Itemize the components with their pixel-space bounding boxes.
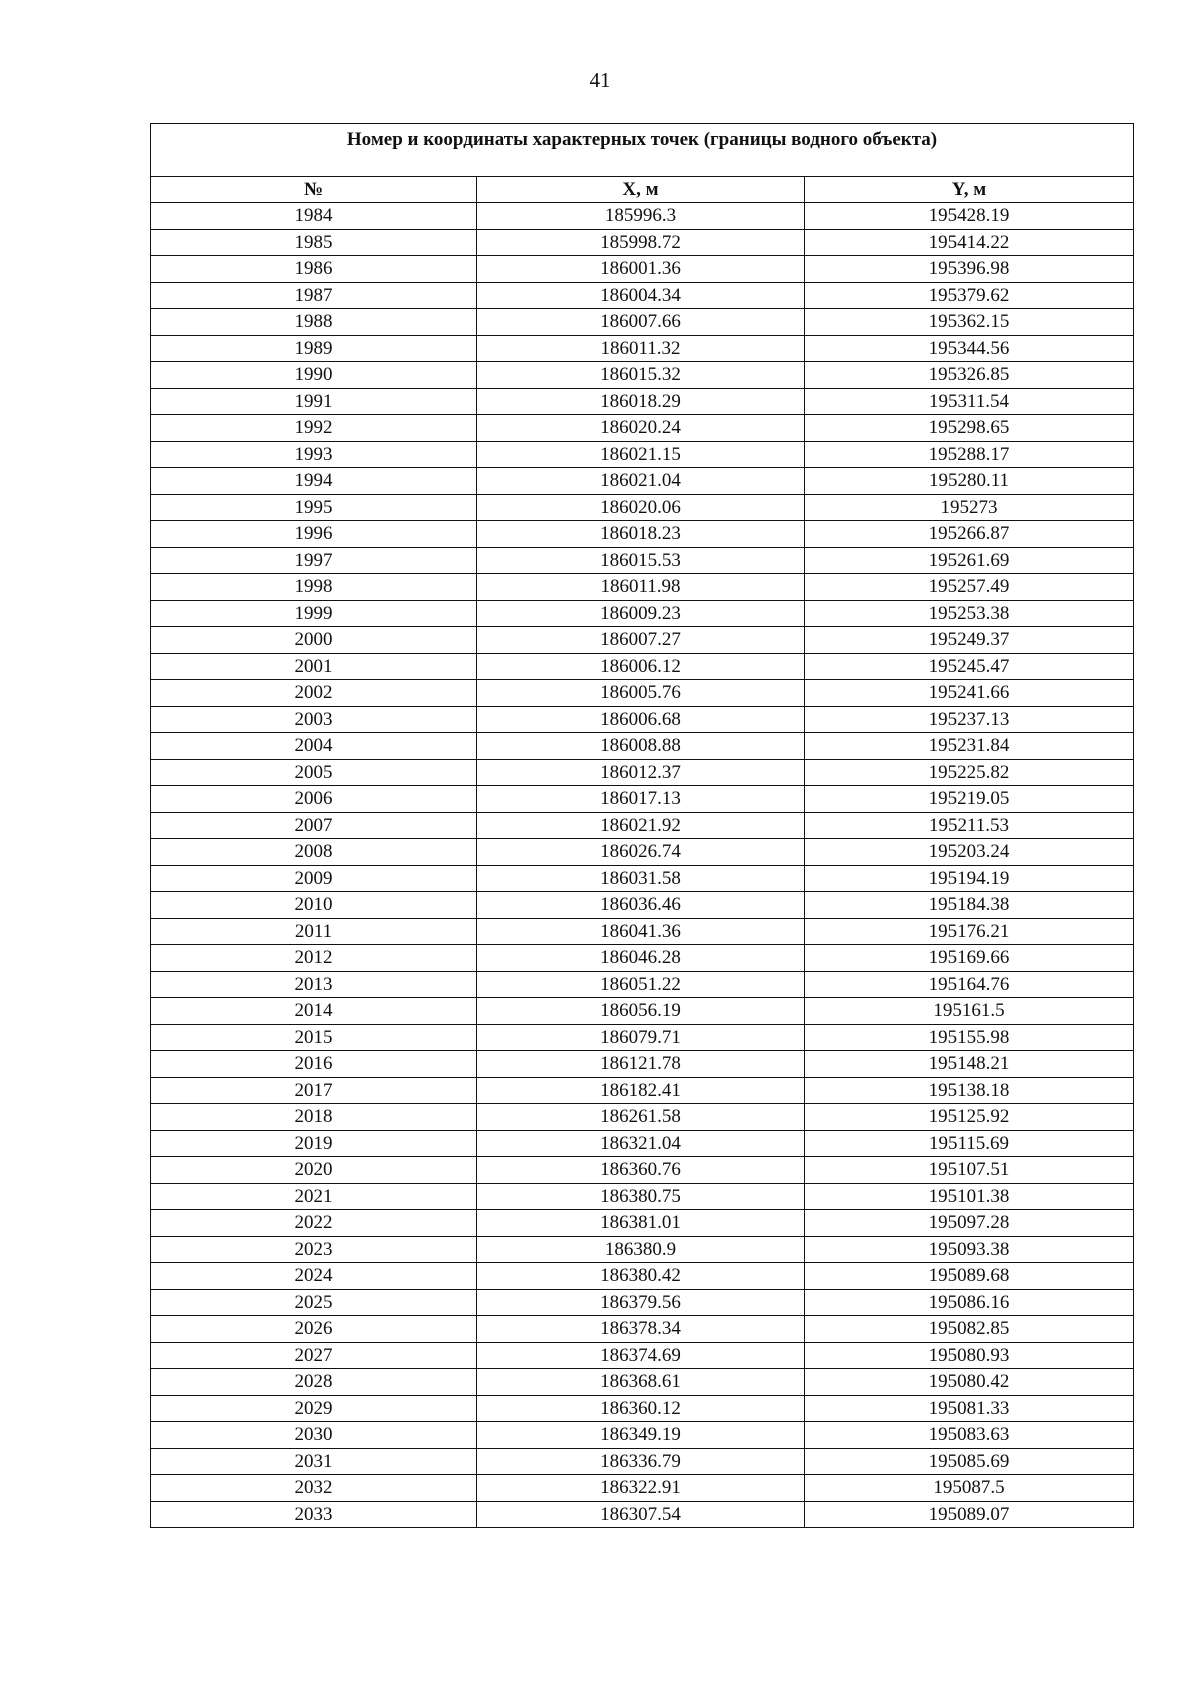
cell-point-number: 2025 <box>151 1289 477 1316</box>
cell-point-number: 1988 <box>151 309 477 336</box>
table-row <box>151 1236 1134 1263</box>
cell-y: 195161.5 <box>805 998 1134 1025</box>
cell-point-number: 1985 <box>151 229 477 256</box>
cell-y: 195266.87 <box>805 521 1134 548</box>
cell-y: 195362.15 <box>805 309 1134 336</box>
table-title: Номер и координаты характерных точек (границы водного объекта) <box>151 124 1134 177</box>
cell-point-number: 1992 <box>151 415 477 442</box>
cell-x: 186378.34 <box>477 1316 805 1343</box>
table-row <box>151 1104 1134 1131</box>
cell-x: 186005.76 <box>477 680 805 707</box>
cell-y: 195280.11 <box>805 468 1134 495</box>
cell-y: 195261.69 <box>805 547 1134 574</box>
cell-y: 195093.38 <box>805 1236 1134 1263</box>
table-header <box>151 124 1134 203</box>
table-row <box>151 521 1134 548</box>
cell-point-number: 1998 <box>151 574 477 601</box>
cell-x: 186009.23 <box>477 600 805 627</box>
cell-point-number: 2002 <box>151 680 477 707</box>
cell-y: 195176.21 <box>805 918 1134 945</box>
table-row <box>151 998 1134 1025</box>
cell-x: 186322.91 <box>477 1475 805 1502</box>
cell-x: 186036.46 <box>477 892 805 919</box>
cell-point-number: 1999 <box>151 600 477 627</box>
cell-point-number: 2028 <box>151 1369 477 1396</box>
table-row <box>151 759 1134 786</box>
cell-point-number: 2000 <box>151 627 477 654</box>
cell-point-number: 2018 <box>151 1104 477 1131</box>
table-row <box>151 441 1134 468</box>
cell-x: 186374.69 <box>477 1342 805 1369</box>
cell-y: 195298.65 <box>805 415 1134 442</box>
cell-x: 186380.9 <box>477 1236 805 1263</box>
cell-x: 186007.27 <box>477 627 805 654</box>
table-row <box>151 1077 1134 1104</box>
table-row <box>151 892 1134 919</box>
cell-point-number: 2022 <box>151 1210 477 1237</box>
cell-x: 186349.19 <box>477 1422 805 1449</box>
table-row <box>151 574 1134 601</box>
cell-point-number: 2020 <box>151 1157 477 1184</box>
cell-x: 186021.92 <box>477 812 805 839</box>
header-y: Y, м <box>805 177 1134 203</box>
cell-y: 195396.98 <box>805 256 1134 283</box>
cell-y: 195249.37 <box>805 627 1134 654</box>
cell-point-number: 2019 <box>151 1130 477 1157</box>
table-row <box>151 786 1134 813</box>
cell-y: 195087.5 <box>805 1475 1134 1502</box>
cell-y: 195237.13 <box>805 706 1134 733</box>
table-row <box>151 309 1134 336</box>
cell-x: 186056.19 <box>477 998 805 1025</box>
cell-point-number: 2032 <box>151 1475 477 1502</box>
cell-x: 186012.37 <box>477 759 805 786</box>
cell-point-number: 2024 <box>151 1263 477 1290</box>
cell-y: 195225.82 <box>805 759 1134 786</box>
cell-point-number: 2031 <box>151 1448 477 1475</box>
cell-point-number: 1986 <box>151 256 477 283</box>
table-row <box>151 494 1134 521</box>
cell-y: 195257.49 <box>805 574 1134 601</box>
cell-point-number: 2021 <box>151 1183 477 1210</box>
cell-x: 186336.79 <box>477 1448 805 1475</box>
cell-y: 195184.38 <box>805 892 1134 919</box>
cell-x: 186011.98 <box>477 574 805 601</box>
cell-y: 195080.42 <box>805 1369 1134 1396</box>
table-row <box>151 839 1134 866</box>
cell-x: 186021.04 <box>477 468 805 495</box>
cell-x: 186379.56 <box>477 1289 805 1316</box>
cell-x: 186360.76 <box>477 1157 805 1184</box>
cell-y: 195086.16 <box>805 1289 1134 1316</box>
table-row <box>151 1501 1134 1528</box>
cell-point-number: 2017 <box>151 1077 477 1104</box>
cell-x: 186321.04 <box>477 1130 805 1157</box>
cell-y: 195148.21 <box>805 1051 1134 1078</box>
cell-point-number: 2009 <box>151 865 477 892</box>
cell-point-number: 2014 <box>151 998 477 1025</box>
table-row <box>151 362 1134 389</box>
cell-x: 186018.29 <box>477 388 805 415</box>
cell-x: 186026.74 <box>477 839 805 866</box>
cell-y: 195082.85 <box>805 1316 1134 1343</box>
cell-x: 186368.61 <box>477 1369 805 1396</box>
cell-x: 186021.15 <box>477 441 805 468</box>
cell-y: 195115.69 <box>805 1130 1134 1157</box>
cell-point-number: 1996 <box>151 521 477 548</box>
cell-y: 195107.51 <box>805 1157 1134 1184</box>
cell-x: 186307.54 <box>477 1501 805 1528</box>
cell-x: 186008.88 <box>477 733 805 760</box>
cell-x: 186261.58 <box>477 1104 805 1131</box>
table-row <box>151 1024 1134 1051</box>
cell-point-number: 1993 <box>151 441 477 468</box>
table-row <box>151 1316 1134 1343</box>
cell-point-number: 2030 <box>151 1422 477 1449</box>
table-body <box>151 203 1134 1528</box>
cell-x: 186006.68 <box>477 706 805 733</box>
cell-y: 195241.66 <box>805 680 1134 707</box>
cell-x: 186041.36 <box>477 918 805 945</box>
table-row <box>151 1395 1134 1422</box>
cell-point-number: 2029 <box>151 1395 477 1422</box>
table-row <box>151 1263 1134 1290</box>
cell-point-number: 2007 <box>151 812 477 839</box>
cell-point-number: 2011 <box>151 918 477 945</box>
table-row <box>151 1157 1134 1184</box>
table-row <box>151 1051 1134 1078</box>
cell-x: 186004.34 <box>477 282 805 309</box>
cell-point-number: 2005 <box>151 759 477 786</box>
cell-x: 186017.13 <box>477 786 805 813</box>
cell-y: 195273 <box>805 494 1134 521</box>
cell-y: 195089.07 <box>805 1501 1134 1528</box>
table-row <box>151 1183 1134 1210</box>
table-row <box>151 865 1134 892</box>
cell-point-number: 2001 <box>151 653 477 680</box>
cell-point-number: 1994 <box>151 468 477 495</box>
cell-point-number: 2033 <box>151 1501 477 1528</box>
header-x: X, м <box>477 177 805 203</box>
cell-point-number: 2015 <box>151 1024 477 1051</box>
cell-x: 186031.58 <box>477 865 805 892</box>
page-number: 41 <box>589 68 611 92</box>
table-row <box>151 1448 1134 1475</box>
table-row <box>151 1422 1134 1449</box>
cell-y: 195085.69 <box>805 1448 1134 1475</box>
cell-y: 195203.24 <box>805 839 1134 866</box>
cell-x: 186015.53 <box>477 547 805 574</box>
cell-y: 195164.76 <box>805 971 1134 998</box>
table-row <box>151 468 1134 495</box>
cell-y: 195083.63 <box>805 1422 1134 1449</box>
cell-x: 186046.28 <box>477 945 805 972</box>
table-row <box>151 812 1134 839</box>
cell-y: 195194.19 <box>805 865 1134 892</box>
table-row <box>151 971 1134 998</box>
table-row <box>151 203 1134 230</box>
cell-x: 186001.36 <box>477 256 805 283</box>
table-row <box>151 282 1134 309</box>
table-row <box>151 1289 1134 1316</box>
coordinates-table <box>150 123 1134 1528</box>
cell-point-number: 1987 <box>151 282 477 309</box>
cell-point-number: 2006 <box>151 786 477 813</box>
cell-y: 195097.28 <box>805 1210 1134 1237</box>
table-row <box>151 706 1134 733</box>
table-row <box>151 1342 1134 1369</box>
table-row <box>151 229 1134 256</box>
cell-y: 195219.05 <box>805 786 1134 813</box>
cell-y: 195081.33 <box>805 1395 1134 1422</box>
cell-y: 195245.47 <box>805 653 1134 680</box>
table-row <box>151 415 1134 442</box>
cell-point-number: 1997 <box>151 547 477 574</box>
table-row <box>151 627 1134 654</box>
cell-point-number: 2027 <box>151 1342 477 1369</box>
cell-x: 186007.66 <box>477 309 805 336</box>
table-row <box>151 547 1134 574</box>
cell-x: 186011.32 <box>477 335 805 362</box>
cell-x: 186079.71 <box>477 1024 805 1051</box>
table-row <box>151 945 1134 972</box>
table-row <box>151 1130 1134 1157</box>
cell-point-number: 2012 <box>151 945 477 972</box>
cell-y: 195125.92 <box>805 1104 1134 1131</box>
cell-x: 186182.41 <box>477 1077 805 1104</box>
cell-x: 186121.78 <box>477 1051 805 1078</box>
cell-x: 186015.32 <box>477 362 805 389</box>
cell-point-number: 1984 <box>151 203 477 230</box>
cell-y: 195414.22 <box>805 229 1134 256</box>
cell-x: 185996.3 <box>477 203 805 230</box>
cell-x: 185998.72 <box>477 229 805 256</box>
cell-x: 186380.75 <box>477 1183 805 1210</box>
table-row <box>151 733 1134 760</box>
cell-y: 195101.38 <box>805 1183 1134 1210</box>
cell-x: 186020.24 <box>477 415 805 442</box>
table-row <box>151 256 1134 283</box>
table-row <box>151 653 1134 680</box>
table-row <box>151 1369 1134 1396</box>
cell-y: 195428.19 <box>805 203 1134 230</box>
cell-y: 195288.17 <box>805 441 1134 468</box>
cell-x: 186381.01 <box>477 1210 805 1237</box>
cell-point-number: 2003 <box>151 706 477 733</box>
cell-point-number: 1990 <box>151 362 477 389</box>
cell-point-number: 2010 <box>151 892 477 919</box>
cell-y: 195211.53 <box>805 812 1134 839</box>
cell-point-number: 1991 <box>151 388 477 415</box>
cell-point-number: 1989 <box>151 335 477 362</box>
cell-point-number: 2016 <box>151 1051 477 1078</box>
cell-y: 195080.93 <box>805 1342 1134 1369</box>
cell-y: 195326.85 <box>805 362 1134 389</box>
header-number: № <box>151 177 477 203</box>
table-row <box>151 388 1134 415</box>
cell-y: 195169.66 <box>805 945 1134 972</box>
cell-x: 186018.23 <box>477 521 805 548</box>
cell-point-number: 1995 <box>151 494 477 521</box>
table-row <box>151 918 1134 945</box>
table-row <box>151 600 1134 627</box>
table-row <box>151 335 1134 362</box>
cell-y: 195311.54 <box>805 388 1134 415</box>
cell-y: 195089.68 <box>805 1263 1134 1290</box>
table-row <box>151 1475 1134 1502</box>
cell-point-number: 2004 <box>151 733 477 760</box>
table-row <box>151 680 1134 707</box>
cell-x: 186051.22 <box>477 971 805 998</box>
cell-y: 195155.98 <box>805 1024 1134 1051</box>
cell-x: 186020.06 <box>477 494 805 521</box>
cell-y: 195253.38 <box>805 600 1134 627</box>
cell-x: 186380.42 <box>477 1263 805 1290</box>
cell-y: 195379.62 <box>805 282 1134 309</box>
cell-y: 195344.56 <box>805 335 1134 362</box>
table-row <box>151 1210 1134 1237</box>
cell-x: 186360.12 <box>477 1395 805 1422</box>
cell-point-number: 2026 <box>151 1316 477 1343</box>
cell-point-number: 2013 <box>151 971 477 998</box>
cell-x: 186006.12 <box>477 653 805 680</box>
cell-point-number: 2008 <box>151 839 477 866</box>
cell-y: 195138.18 <box>805 1077 1134 1104</box>
cell-point-number: 2023 <box>151 1236 477 1263</box>
cell-y: 195231.84 <box>805 733 1134 760</box>
